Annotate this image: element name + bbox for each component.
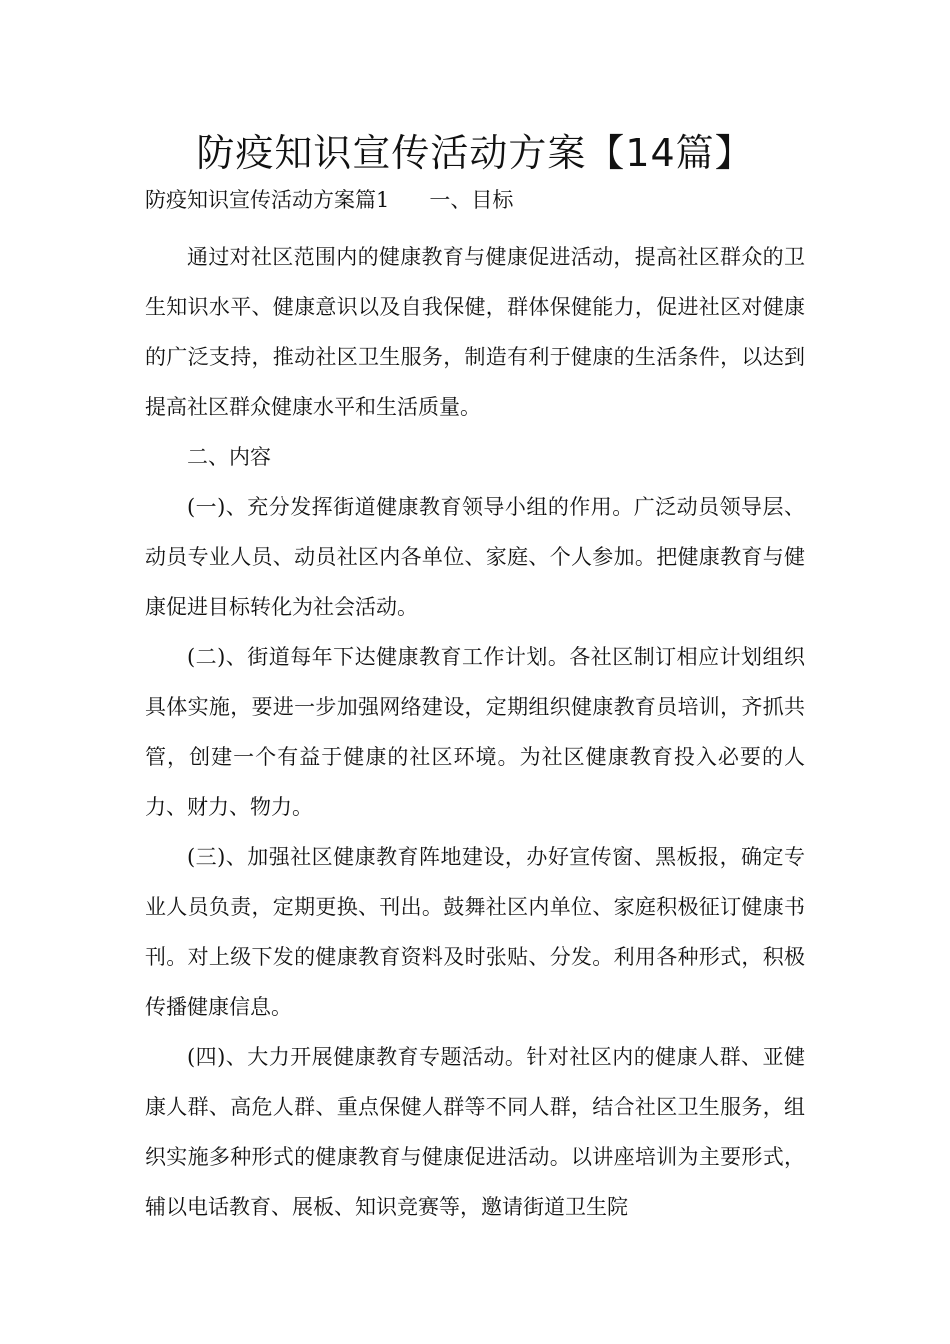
paragraph-item-2: (二)、街道每年下达健康教育工作计划。各社区制订相应计划组织具体实施，要进一步加强网络建设，定期组织健康教育员培训，齐抓共管，创建一个有益于健康的社区环境。为社区健康教育投入必要的人力、财力、物力。: [145, 645, 805, 819]
section-heading-content: 二、内容: [187, 445, 271, 469]
paragraph-item-1: (一)、充分发挥街道健康教育领导小组的作用。广泛动员领导层、动员专业人员、动员社区内各单位、家庭、个人参加。把健康教育与健康促进目标转化为社会活动。: [145, 495, 805, 619]
section-header-line: [145, 184, 805, 216]
document-title: 防疫知识宣传活动方案【14篇】: [196, 131, 754, 175]
paragraph-item-3: (三)、加强社区健康教育阵地建设，办好宣传窗、黑板报，确定专业人员负责，定期更换、刊出。鼓舞社区内单位、家庭积极征订健康书刊。对上级下发的健康教育资料及时张贴、分发。利用各种形式，积极传播健康信息。: [145, 845, 805, 1019]
paragraph-goal: 通过对社区范围内的健康教育与健康促进活动，提高社区群众的卫生知识水平、健康意识以及自我保健，群体保健能力，促进社区对健康的广泛支持，推动社区卫生服务，制造有利于健康的生活条件，以达到提高社区群众健康水平和生活质量。: [145, 245, 805, 419]
document-body: [145, 232, 805, 1232]
article-subtitle: 防疫知识宣传活动方案篇1: [145, 188, 390, 212]
paragraph-item-4: (四)、大力开展健康教育专题活动。针对社区内的健康人群、亚健康人群、高危人群、重点保健人群等不同人群，结合社区卫生服务，组织实施多种形式的健康教育与健康促进活动。以讲座培训为主要形式，辅以电话教育、展板、知识竞赛等，邀请街道卫生院: [145, 1045, 805, 1219]
section-heading-goal: 一、目标: [429, 188, 514, 212]
